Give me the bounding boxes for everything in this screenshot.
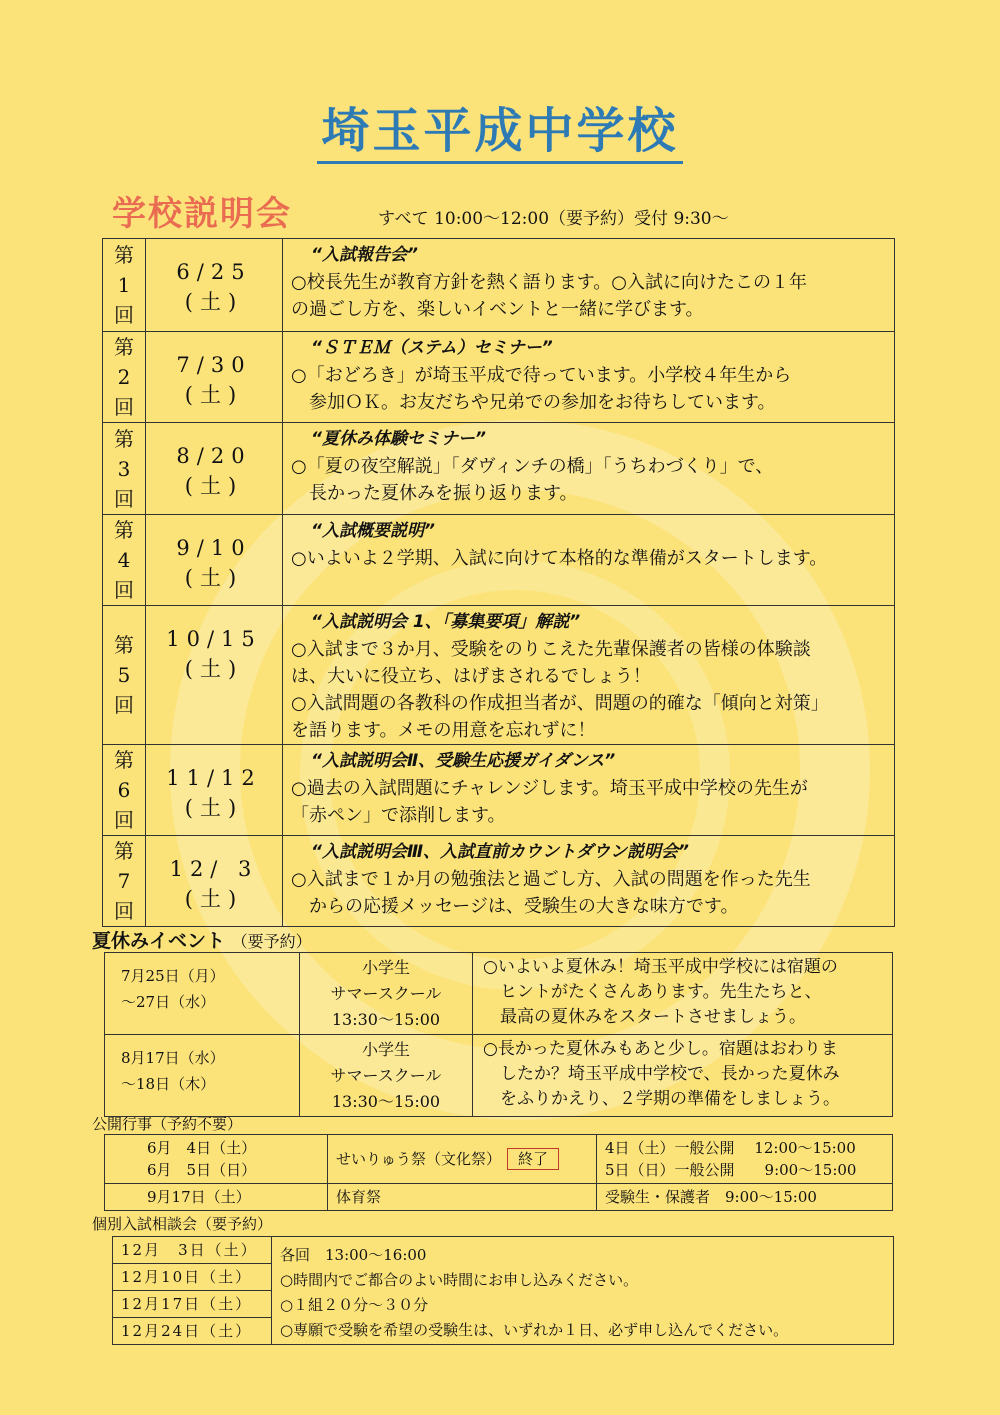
session-date: 9/10 (土) — [146, 515, 283, 606]
session-note: すべて 10:00～12:00（要予約）受付 9:30～ — [378, 209, 729, 229]
session-description: “ＳＴＥＭ（ステム）セミナー” ○「おどろき」が埼玉平成で待っています。小学校４年生から 参加ＯＫ。お友だちや兄弟での参加をお待ちしています。 — [283, 332, 895, 423]
consult-info: 各回 13:00～16:00 ○時間内でご都合のよい時間にお申し込みください。 ○１組２０分～３０分 ○専願で受験を希望の受験生は、いずれか１日、必ず申し込んでください。 — [272, 1237, 894, 1345]
table-row — [105, 1135, 893, 1184]
session-title: “入試説明会Ⅲ、入試直前カウントダウン説明会” — [311, 842, 689, 862]
session-title: “入試概要説明” — [311, 521, 435, 541]
session-description: “入試説明会Ⅲ、入試直前カウントダウン説明会” ○入試まで１か月の勉強法と過ごし方、入試の問題を作った先生 からの応援メッセージは、受験生の大きな味方です。 — [283, 836, 895, 927]
session-date: 10/15 (土) — [146, 606, 283, 745]
session-row — [103, 332, 895, 423]
public-events-table — [104, 1134, 893, 1211]
session-date: 6/25 (土) — [146, 239, 283, 332]
summer-event-type: 小学生 サマースクール 13:30～15:00 — [300, 1035, 473, 1117]
session-number: 第 5 回 — [103, 606, 146, 745]
session-row — [103, 515, 895, 606]
summer-event-description: ○いよいよ夏休み！埼玉平成中学校には宿題の ヒントがたくさんあります。先生たちと、 最高の夏休みをスタートさせましょう。 — [473, 953, 893, 1035]
consult-date: 12月10日（土） — [113, 1264, 272, 1291]
consult-date: 12月 3日（土） — [113, 1237, 272, 1264]
session-row — [103, 745, 895, 836]
summer-heading: 夏休みイベント （要予約） — [92, 930, 312, 952]
sports-detail: 受験生・保護者 9:00～15:00 — [597, 1184, 893, 1211]
session-title: “入試報告会” — [311, 245, 418, 265]
table-row — [105, 1184, 893, 1211]
session-row — [103, 239, 895, 332]
summer-event-type: 小学生 サマースクール 13:30～15:00 — [300, 953, 473, 1035]
consult-heading: 個別入試相談会（要予約） — [92, 1215, 273, 1233]
session-description: “夏休み体験セミナー” ○「夏の夜空解説」「ダヴィンチの橋」「うちわづくり」で、 長かった夏休みを振り返ります。 — [283, 423, 895, 515]
festival-details: 4日（土）一般公開 12:00～15:00 5日（日）一般公開 9:00～15:00 — [597, 1135, 893, 1184]
session-number: 第 4 回 — [103, 515, 146, 606]
session-description: “入試説明会Ⅱ、受験生応援ガイダンス” ○過去の入試問題にチャレンジします。埼玉平成中学校の先生が 「赤ペン」で添削します。 — [283, 745, 895, 836]
summer-event-row — [105, 953, 893, 1035]
session-title: “入試説明会 1、「募集要項」解説” — [311, 612, 581, 632]
sports-name: 体育祭 — [328, 1184, 597, 1211]
session-number: 第 7 回 — [103, 836, 146, 927]
summer-event-dates: 7月25日（月） ～27日（水） — [105, 953, 300, 1035]
session-heading: 学校説明会 — [112, 194, 292, 234]
consult-date: 12月17日（土） — [113, 1291, 272, 1318]
session-table — [102, 238, 895, 927]
ended-badge: 終了 — [507, 1148, 559, 1170]
page-title: 埼玉平成中学校 — [0, 92, 1000, 161]
session-heading-row — [112, 186, 912, 236]
session-number: 第 1 回 — [103, 239, 146, 332]
session-date: 7/30 (土) — [146, 332, 283, 423]
session-description: “入試概要説明” ○いよいよ２学期、入試に向けて本格的な準備がスタートします。 — [283, 515, 895, 606]
session-title: “入試説明会Ⅱ、受験生応援ガイダンス” — [311, 751, 616, 771]
session-description: “入試報告会” ○校長先生が教育方針を熱く語ります。○入試に向けたこの１年 の過ごし方を、楽しいイベントと一緒に学びます。 — [283, 239, 895, 332]
sports-date: 9月17日（土） — [105, 1184, 328, 1211]
session-description: “入試説明会 1、「募集要項」解説” ○入試まで３か月、受験をのりこえた先輩保護者の皆様の体験談 は、大いに役立ち、はげまされるでしょう！ ○入試問題の各教科の作成担当者が、問題の的確な「傾向と対策」 を語ります。メモの用意を忘れずに！ — [283, 606, 895, 745]
session-row — [103, 423, 895, 515]
consult-date: 12月24日（土） — [113, 1318, 272, 1345]
session-date: 11/12 (土) — [146, 745, 283, 836]
session-title: “夏休み体験セミナー” — [311, 429, 486, 449]
session-number: 第 3 回 — [103, 423, 146, 515]
session-title: “ＳＴＥＭ（ステム）セミナー” — [311, 338, 553, 358]
summer-event-description: ○長かった夏休みもあと少し。宿題はおわりま したか？埼玉平成中学校で、長かった夏休み をふりかえり、２学期の準備をしましょう。 — [473, 1035, 893, 1117]
festival-name: せいりゅう祭（文化祭） 終了 — [328, 1135, 597, 1184]
session-number: 第 2 回 — [103, 332, 146, 423]
summer-event-row — [105, 1035, 893, 1117]
session-row — [103, 836, 895, 927]
public-events-heading: 公開行事（予約不要） — [92, 1115, 243, 1133]
table-row — [113, 1237, 894, 1264]
summer-table — [104, 952, 893, 1117]
session-date: 8/20 (土) — [146, 423, 283, 515]
festival-dates: 6月 4日（土） 6月 5日（日） — [105, 1135, 328, 1184]
session-date: 12/ 3 (土) — [146, 836, 283, 927]
session-number: 第 6 回 — [103, 745, 146, 836]
summer-event-dates: 8月17日（水） ～18日（木） — [105, 1035, 300, 1117]
session-row — [103, 606, 895, 745]
consult-table — [112, 1236, 894, 1345]
